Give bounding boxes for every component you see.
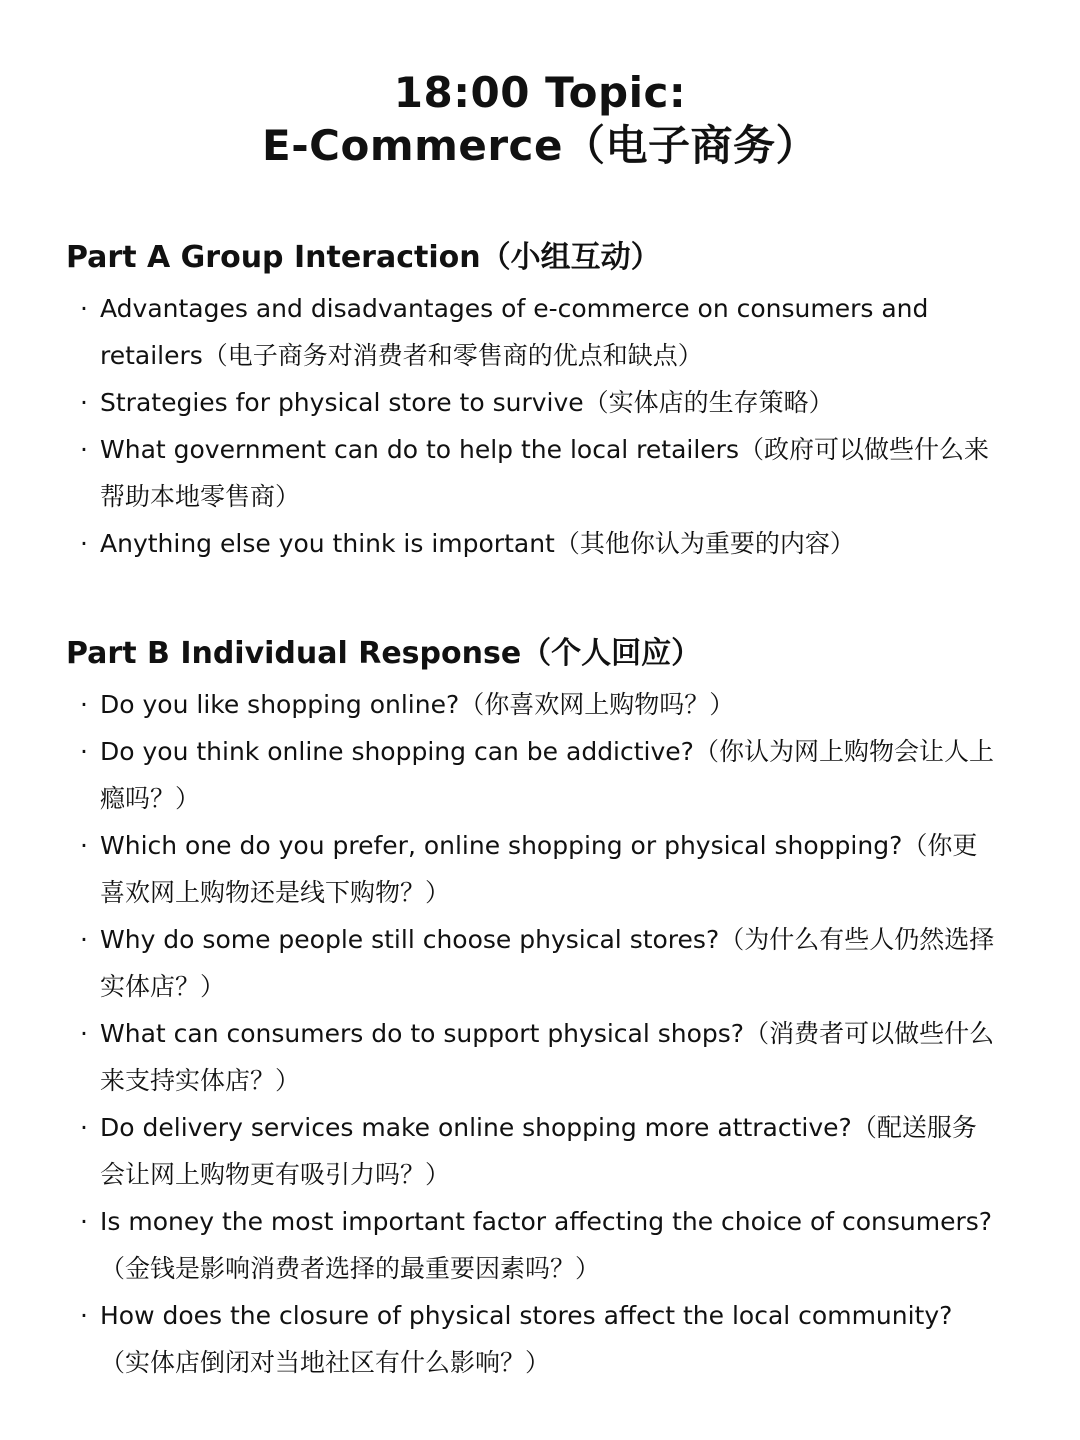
bullet-icon: ·: [80, 737, 88, 766]
part-a-section: [66, 237, 1000, 567]
list-item: [66, 728, 1000, 822]
list-item: [66, 916, 1000, 1010]
bullet-icon: ·: [80, 1301, 88, 1330]
title-line-2: E-Commerce（电子商务）: [262, 121, 818, 170]
list-item-text: Do you like shopping online?（你喜欢网上购物吗？）: [100, 690, 735, 719]
bullet-icon: ·: [80, 831, 88, 860]
list-item-text: Anything else you think is important（其他你认为重要的内容）: [100, 529, 855, 558]
bullet-icon: ·: [80, 388, 88, 417]
list-item: [66, 681, 1000, 728]
part-b-heading: Part B Individual Response（个人回应）: [66, 636, 702, 671]
list-item: [66, 379, 1000, 426]
list-item-text: Strategies for physical store to survive（实体店的生存策略）: [100, 388, 834, 417]
bullet-icon: ·: [80, 690, 88, 719]
page-title: [0, 66, 1080, 172]
list-item: [66, 1292, 1000, 1386]
part-b-section: [66, 633, 1000, 1386]
list-item: [66, 285, 1000, 379]
list-item-text: How does the closure of physical stores affect the local community?（实体店倒闭对当地社区有什么影响？）: [100, 1301, 953, 1377]
bullet-icon: ·: [80, 925, 88, 954]
title-line-1: 18:00 Topic:: [393, 68, 687, 117]
list-item-text: Which one do you prefer, online shopping or physical shopping?（你更喜欢网上购物还是线下购物？）: [100, 831, 978, 907]
list-item-text: Why do some people still choose physical stores?（为什么有些人仍然选择实体店？）: [100, 925, 995, 1001]
bullet-icon: ·: [80, 1019, 88, 1048]
part-a-list: [66, 285, 1000, 567]
part-a-heading: Part A Group Interaction（小组互动）: [66, 240, 661, 275]
part-b-list: [66, 681, 1000, 1386]
list-item: [66, 1010, 1000, 1104]
bullet-icon: ·: [80, 1207, 88, 1236]
list-item: [66, 1104, 1000, 1198]
list-item-text: What can consumers do to support physical shops?（消费者可以做些什么来支持实体店？）: [100, 1019, 995, 1095]
list-item-text: Is money the most important factor affecting the choice of consumers?（金钱是影响消费者选择的最重要因素吗？）: [100, 1207, 993, 1283]
bullet-icon: ·: [80, 435, 88, 464]
list-item: [66, 1198, 1000, 1292]
bullet-icon: ·: [80, 294, 88, 323]
list-item-text: Do you think online shopping can be addictive?（你认为网上购物会让人上瘾吗？）: [100, 737, 994, 813]
list-item-text: What government can do to help the local retailers（政府可以做些什么来帮助本地零售商）: [100, 435, 989, 511]
list-item-text: Do delivery services make online shopping more attractive?（配送服务会让网上购物更有吸引力吗？）: [100, 1113, 977, 1189]
bullet-icon: ·: [80, 529, 88, 558]
list-item: [66, 426, 1000, 520]
list-item: [66, 520, 1000, 567]
list-item: [66, 822, 1000, 916]
list-item-text: Advantages and disadvantages of e-commerce on consumers and retailers（电子商务对消费者和零售商的优点和缺点）: [100, 294, 929, 370]
bullet-icon: ·: [80, 1113, 88, 1142]
